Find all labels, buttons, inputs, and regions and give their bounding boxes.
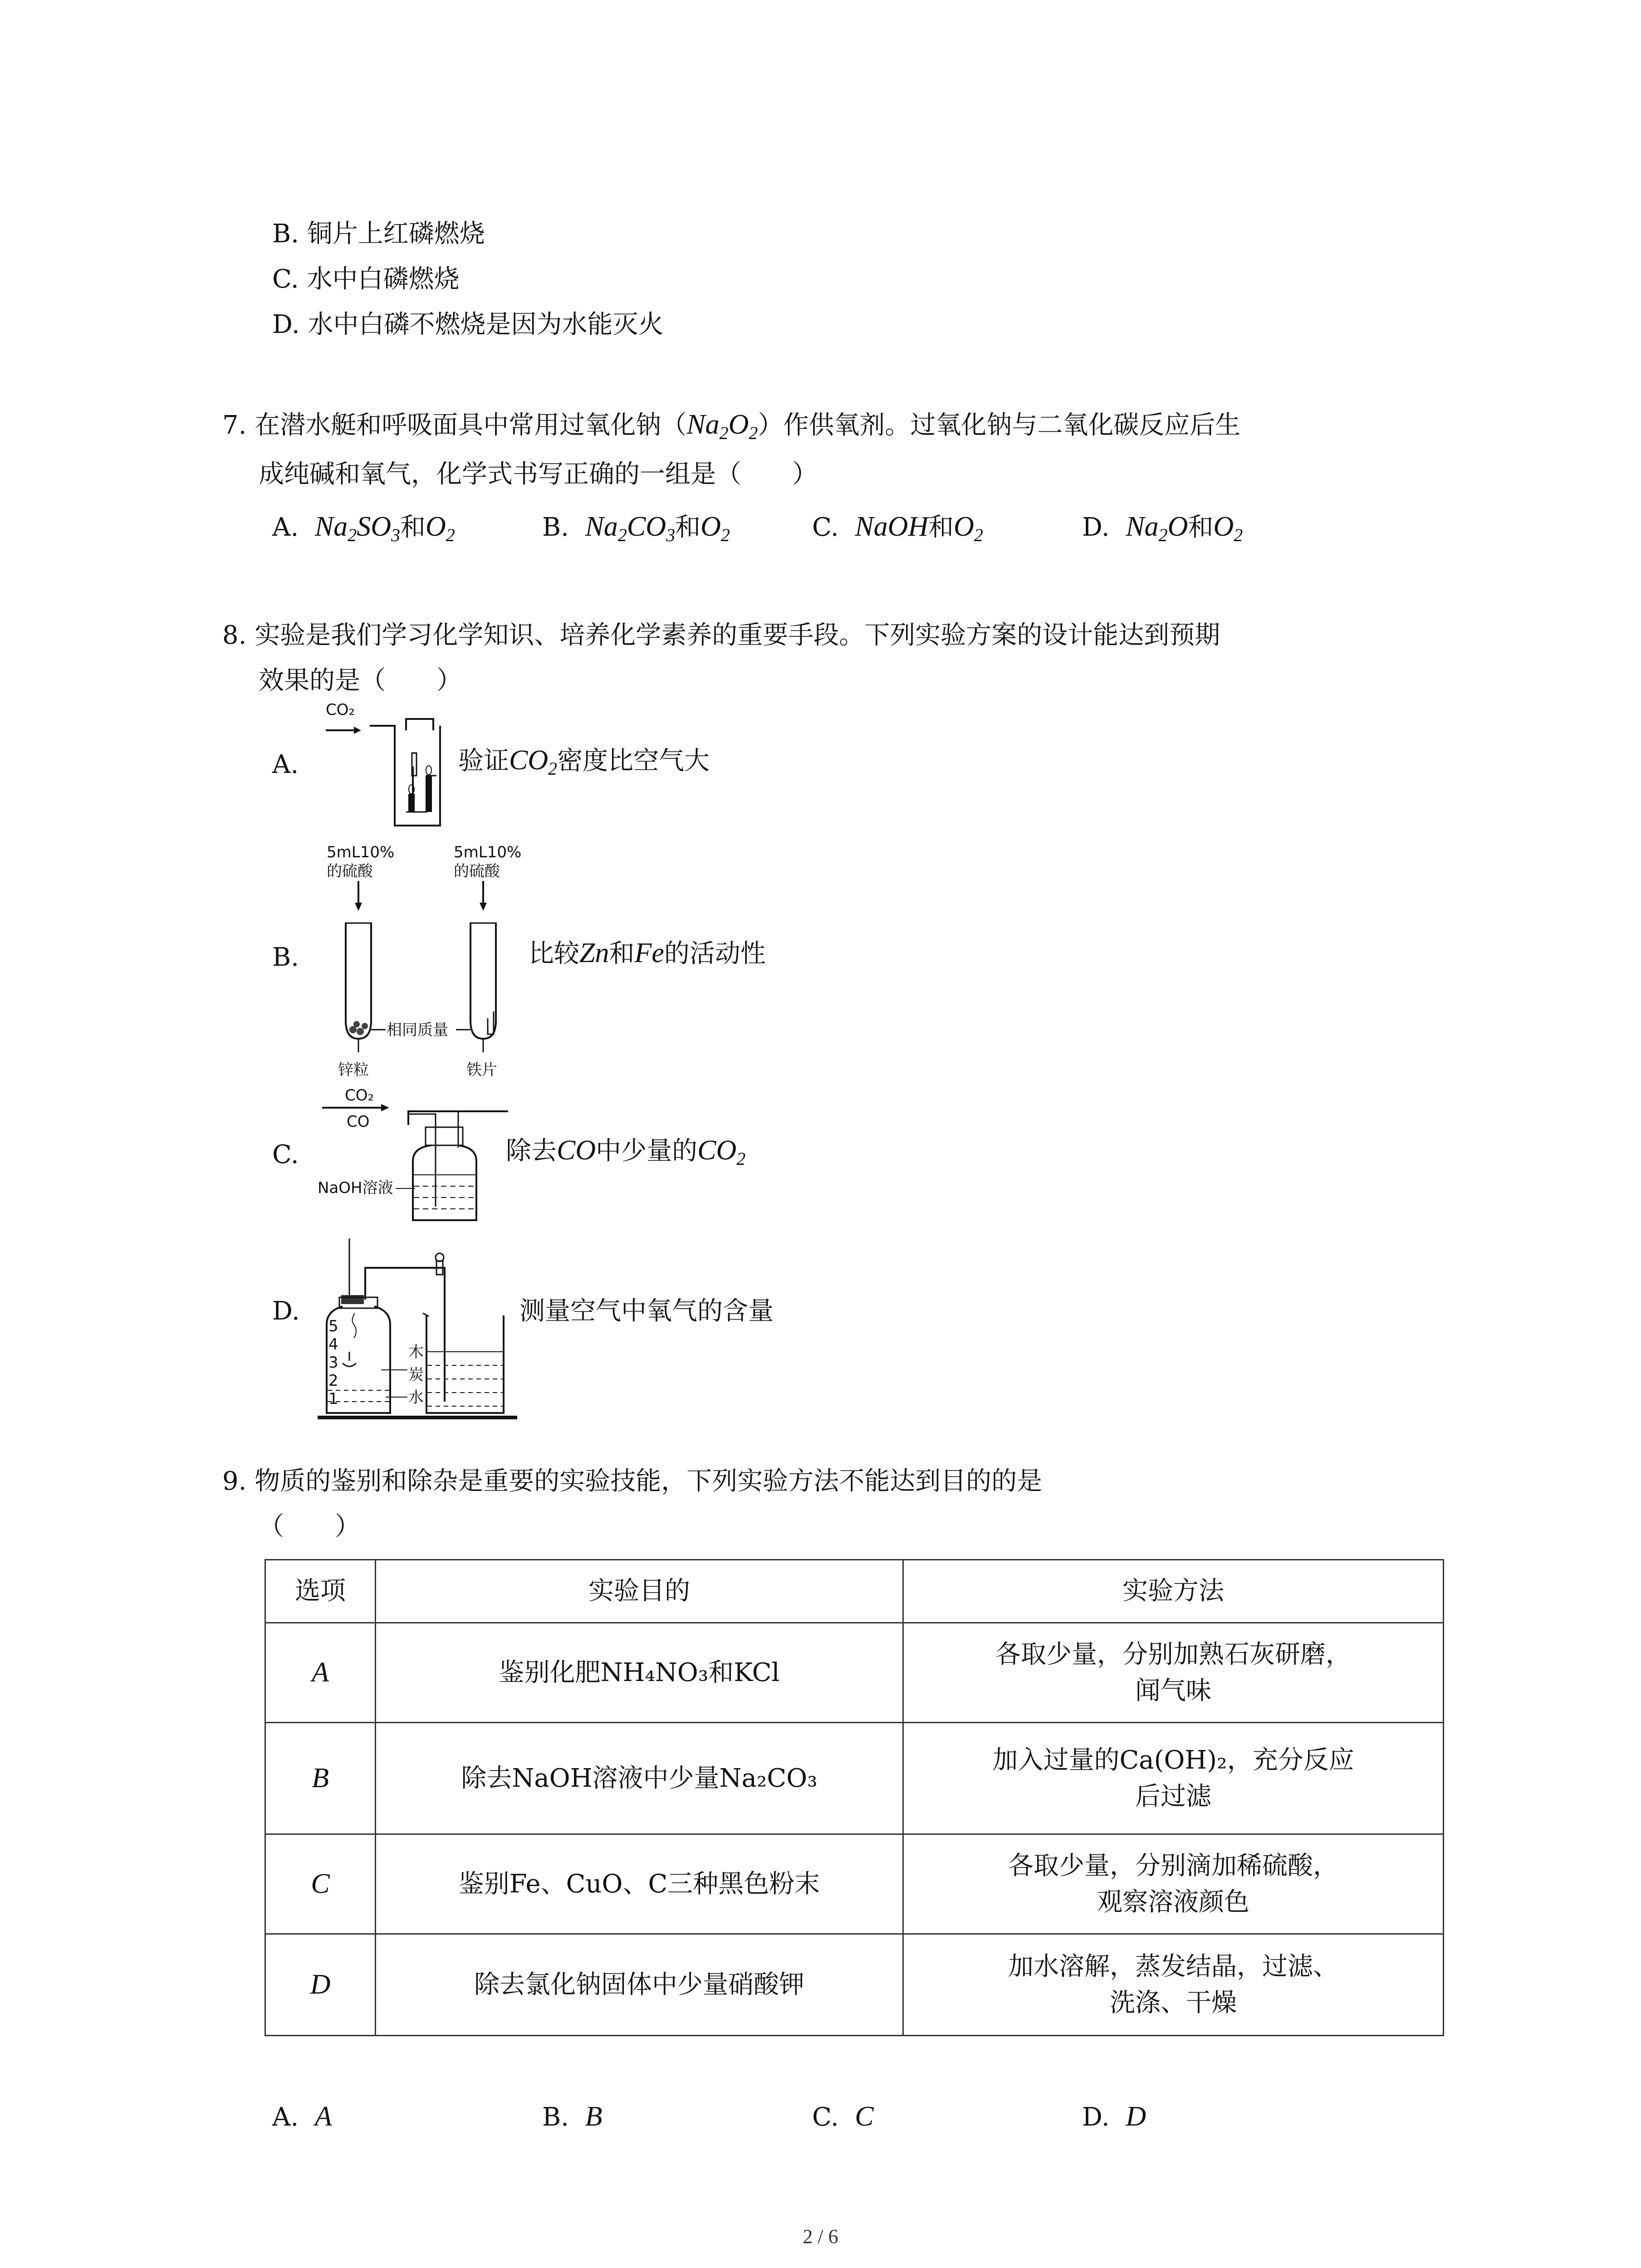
q8-figure-a-beaker-candles [318, 699, 467, 839]
q6-option-c: C. 水中白磷燃烧 [272, 264, 460, 294]
q9-answer-a: A. A [272, 2101, 332, 2132]
svg-text:2: 2 [328, 1372, 338, 1390]
row-purpose: 除去NaOH溶液中少量Na₂CO₃ [376, 1723, 903, 1834]
q8-option-a-text: 验证$CO_2$密度比空气大 [458, 745, 710, 779]
fig-b-same-mass: 相同质量 [387, 1021, 448, 1039]
fig-b-iron-label: 铁片 [466, 1061, 497, 1079]
table-row [265, 1723, 1444, 1834]
svg-text:5: 5 [328, 1317, 338, 1335]
row-option: C [265, 1834, 376, 1934]
q8-option-b-text: 比较Zn和Fe的活动性 [529, 938, 766, 968]
q8-option-b-label: B. [272, 943, 299, 972]
row-method: 各取少量，分别滴加稀硫酸， 观察溶液颜色 [903, 1834, 1444, 1934]
fig-c-co-label: CO [347, 1113, 370, 1131]
q9-answer-b: B. B [542, 2101, 603, 2132]
row-purpose: 鉴别化肥NH₄NO₃和KCl [376, 1623, 903, 1723]
q8-figure-b-test-tubes [313, 839, 531, 1084]
q9-answer-d: D. D [1082, 2101, 1146, 2132]
q8-option-d-text: 测量空气中氧气的含量 [519, 1296, 774, 1326]
table-header-purpose: 实验目的 [376, 1560, 903, 1623]
q8-stem-line1: 8. 实验是我们学习化学知识、培养化学素养的重要手段。下列实验方案的设计能达到预期 [222, 621, 1220, 650]
table-header-option: 选项 [265, 1560, 376, 1623]
table-header-row [265, 1560, 1444, 1623]
fig-b-acid-left-2: 的硫酸 [327, 862, 373, 880]
row-option: A [265, 1623, 376, 1723]
q8-figure-c-gas-washing-bottle [318, 1084, 517, 1229]
fig-d-shui: 水 [408, 1388, 424, 1407]
table-row [265, 1834, 1444, 1934]
q7-option-d: D. $Na_2O$和$O_2$ [1082, 511, 1243, 545]
fig-c-co2-label: CO₂ [345, 1086, 374, 1105]
q7-option-c: C. NaOH和$O_2$ [812, 511, 983, 545]
q9-stem-line2: （ ） [259, 1512, 360, 1541]
row-option: D [265, 1934, 376, 2036]
q9-stem-line1: 9. 物质的鉴别和除杂是重要的实验技能，下列实验方法不能达到目的的是 [222, 1466, 1043, 1496]
q8-option-c-label: C. [272, 1140, 299, 1169]
q6-option-b: B. 铜片上红磷燃烧 [272, 219, 485, 249]
row-option: B [265, 1723, 376, 1834]
svg-text:3: 3 [328, 1354, 338, 1372]
q7-stem-line1: 7. 在潜水艇和呼吸面具中常用过氧化钠$(Na_2O_2)$作供氧剂。过氧化钠与二氧化碳反应后生 [222, 409, 1241, 443]
fig-b-zinc-label: 锌粒 [338, 1061, 369, 1079]
q8-option-a-label: A. [272, 750, 299, 779]
row-method: 各取少量，分别加熟石灰研磨， 闻气味 [903, 1623, 1444, 1723]
fig-c-naoh-label: NaOH溶液 [318, 1179, 393, 1197]
q8-option-d-label: D. [272, 1296, 300, 1326]
q7-option-b: B. $Na_2CO_3$和$O_2$ [542, 511, 730, 545]
fig-b-acid-right-1: 5mL10% [454, 843, 522, 861]
table-header-method: 实验方法 [903, 1560, 1444, 1623]
row-purpose: 除去氯化钠固体中少量硝酸钾 [376, 1934, 903, 2036]
fig-d-tan: 炭 [408, 1366, 424, 1384]
page-number: 2 / 6 [803, 2225, 838, 2248]
table-row [265, 1623, 1444, 1723]
fig-a-co2-label: CO₂ [326, 701, 355, 719]
row-method: 加入过量的Ca(OH)₂，充分反应 后过滤 [903, 1723, 1444, 1834]
q7-stem-line2: 成纯碱和氧气，化学式书写正确的一组是（ ） [259, 459, 818, 489]
q9-answer-c: C. C [812, 2101, 874, 2132]
fig-d-mu: 木 [408, 1343, 424, 1361]
svg-text:4: 4 [328, 1335, 338, 1354]
q9-table [265, 1559, 1444, 2036]
q6-option-d: D. 水中白磷不燃烧是因为水能灭火 [272, 310, 664, 339]
fig-b-acid-right-2: 的硫酸 [454, 862, 500, 880]
svg-text:1: 1 [328, 1390, 338, 1408]
table-row [265, 1934, 1444, 2036]
q7-option-a: A. $Na_2SO_3$和$O_2$ [272, 511, 455, 545]
row-purpose: 鉴别Fe、CuO、C三种黑色粉末 [376, 1834, 903, 1934]
q8-option-c-text: 除去CO中少量的$CO_2$ [506, 1135, 746, 1169]
q8-figure-d-oxygen-apparatus [318, 1234, 526, 1424]
q8-stem-line2: 效果的是（ ） [259, 666, 462, 695]
row-method: 加水溶解，蒸发结晶，过滤、 洗涤、干燥 [903, 1934, 1444, 2036]
fig-b-acid-left-1: 5mL10% [327, 843, 395, 861]
